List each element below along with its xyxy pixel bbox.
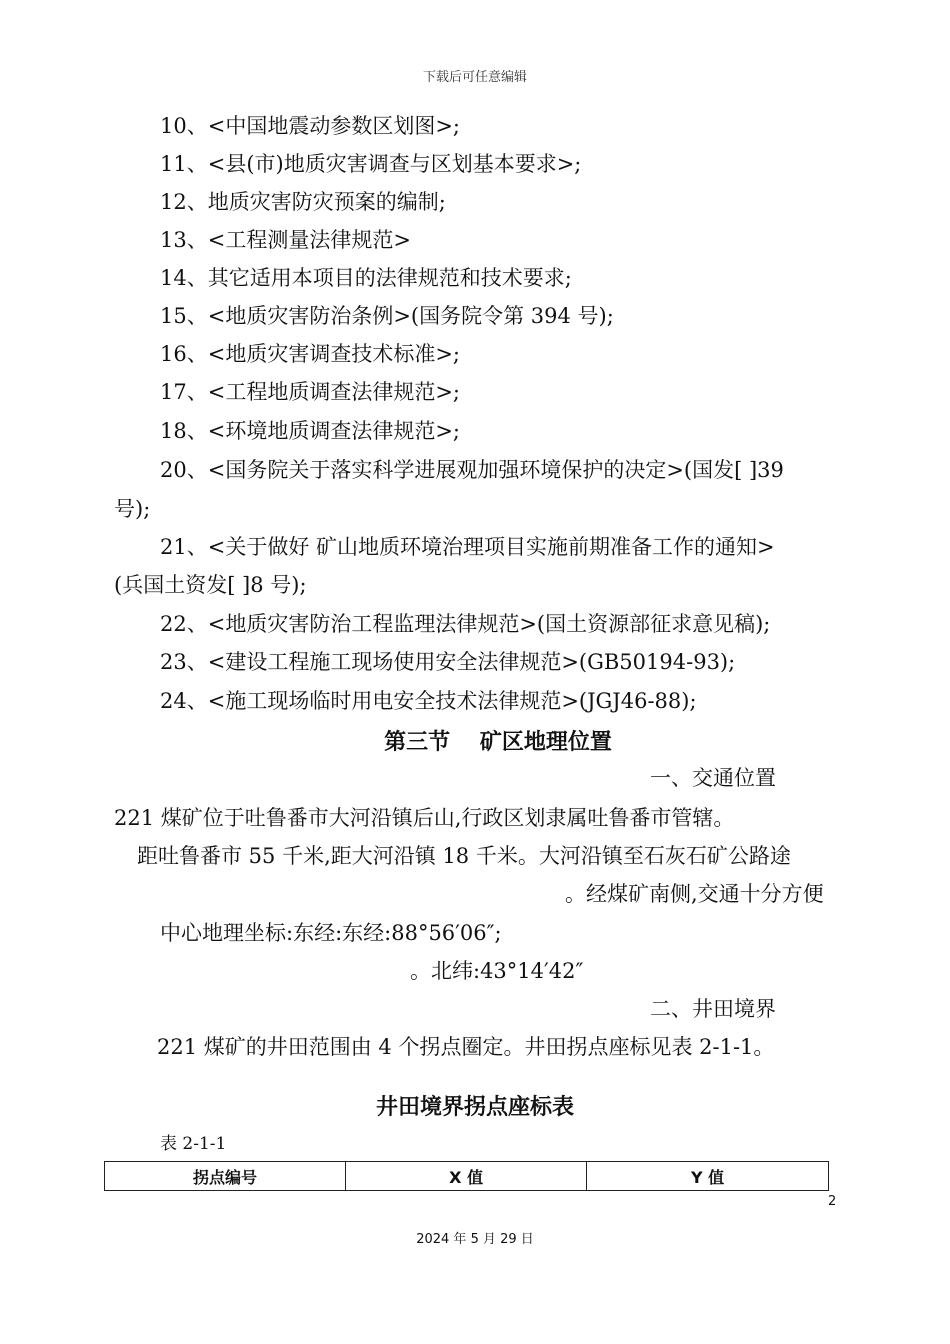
list-item: 10、<中国地震动参数区划图>;: [160, 114, 460, 138]
column-header: X 值: [346, 1162, 587, 1191]
page-header: 下载后可任意编辑: [422, 70, 527, 85]
table-title: 井田境界拐点座标表: [375, 1095, 574, 1120]
subheading-traffic: 一、交通位置: [650, 766, 776, 790]
list-item: 24、<施工现场临时用电安全技术法律规范>(JGJ46-88);: [160, 689, 697, 713]
list-item: 14、其它适用本项目的法律规范和技术要求;: [160, 266, 572, 290]
coordinates-north: 。北纬:43°14′42″: [410, 959, 584, 983]
list-item: 18、<环境地质调查法律规范>;: [160, 419, 460, 443]
column-header: Y 值: [587, 1162, 829, 1191]
list-item: 12、地质灾害防灾预案的编制;: [160, 190, 446, 214]
list-item: 13、<工程测量法律规范>: [160, 228, 411, 252]
list-item: 20、<国务院关于落实科学进展观加强环境保护的决定>(国发[ ]39: [160, 458, 784, 482]
list-item: 15、<地质灾害防治条例>(国务院令第 394 号);: [160, 304, 614, 328]
column-header: 拐点编号: [105, 1162, 346, 1191]
list-item: 17、<工程地质调查法律规范>;: [160, 380, 460, 404]
page-footer-date: 2024 年 5 月 29 日: [416, 1232, 534, 1247]
coordinates-east: 中心地理坐标:东经:东经:88°56′06″;: [160, 921, 502, 945]
list-item-continuation: (兵国土资发[ ]8 号);: [114, 573, 307, 597]
page-number: 2: [828, 1194, 837, 1209]
list-item: 16、<地质灾害调查技术标准>;: [160, 342, 460, 366]
paragraph-line: 。经煤矿南侧,交通十分方便: [565, 882, 824, 906]
table-header-row: [105, 1162, 829, 1191]
list-item: 21、<关于做好 矿山地质环境治理项目实施前期准备工作的通知>: [160, 535, 775, 559]
table-caption: 表 2-1-1: [160, 1134, 227, 1154]
paragraph-line: 221 煤矿的井田范围由 4 个拐点圈定。井田拐点座标见表 2-1-1。: [157, 1035, 775, 1059]
list-item: 11、<县(市)地质灾害调查与区划基本要求>;: [160, 152, 582, 176]
paragraph-line: 221 煤矿位于吐鲁番市大河沿镇后山,行政区划隶属吐鲁番市管辖。: [114, 806, 735, 830]
coordinates-table: [104, 1161, 829, 1191]
subheading-boundary: 二、井田境界: [650, 997, 776, 1021]
list-item-continuation: 号);: [114, 497, 151, 521]
section-title: 第三节 矿区地理位置: [384, 730, 612, 755]
list-item: 22、<地质灾害防治工程监理法律规范>(国土资源部征求意见稿);: [160, 612, 771, 636]
list-item: 23、<建设工程施工现场使用安全法律规范>(GB50194-93);: [160, 650, 736, 674]
paragraph-line: 距吐鲁番市 55 千米,距大河沿镇 18 千米。大河沿镇至石灰石矿公路途: [137, 844, 791, 868]
